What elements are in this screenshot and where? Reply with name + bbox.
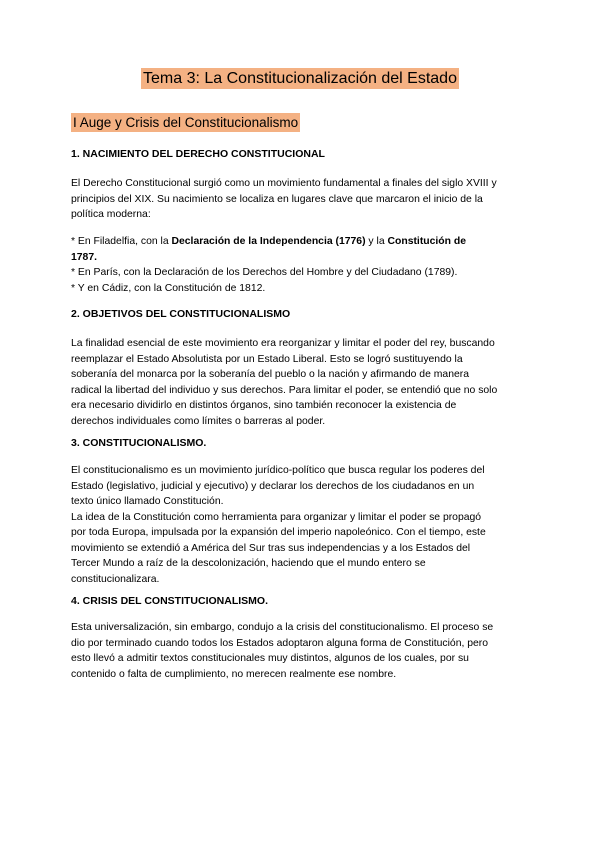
paragraph-line: derechos individuales como límites o barreras al poder.	[71, 415, 326, 427]
paragraph-line: texto único llamado Constitución.	[71, 496, 224, 507]
section-1-heading: 1. NACIMIENTO DEL DERECHO CONSTITUCIONAL	[71, 148, 325, 160]
paragraph-line: reemplazar el Estado Absolutista por un Estado Liberal. Esto se logró sustituyendo la	[71, 353, 463, 365]
document-title	[0, 70, 600, 88]
section-4-heading: 4. CRISIS DEL CONSTITUCIONALISMO.	[71, 595, 268, 607]
paragraph-line: movimiento se extendió a América del Sur tras sus independencias y a los Estados del	[71, 542, 471, 554]
document-title-text: Tema 3: La Constitucionalización del Estado	[143, 70, 457, 87]
paragraph-line: La finalidad esencial de este movimiento era reorganizar y limitar el poder del rey, buscando	[71, 338, 495, 349]
paragraph-line: dio por terminado cuando todos los Estados adoptaron alguna forma de Constitución, pero	[71, 637, 489, 649]
paragraph-line: política moderna:	[71, 209, 151, 220]
paragraph-line: esto llevó a admitir textos constitucionales muy distintos, algunos de los cuales, por su	[71, 653, 469, 664]
section-subtitle-text: I Auge y Crisis del Constitucionalismo	[73, 115, 299, 130]
paragraph-line: Estado (legislativo, judicial y ejecutivo) y declarar los derechos de los ciudadanos en un	[71, 480, 475, 492]
paragraph-line: El Derecho Constitucional surgió como un movimiento fundamental a finales del siglo XVIII y	[71, 178, 497, 189]
section-2-paragraph	[71, 336, 531, 429]
list-item-bold: Constitución de	[387, 236, 467, 247]
list-item	[71, 234, 531, 250]
section-2-heading: 2. OBJETIVOS DEL CONSTITUCIONALISMO	[71, 308, 291, 320]
paragraph-line: era necesario dividirlo en distintos órganos, sino también reconocer la existencia de	[71, 400, 457, 411]
paragraph-line: La idea de la Constitución como herramienta para organizar y limitar el poder se propagó	[71, 511, 482, 523]
paragraph-line: El constitucionalismo es un movimiento jurídico-político que busca regular los poderes del	[71, 465, 485, 476]
list-item: * Y en Cádiz, con la Constitución de 1812.	[71, 282, 266, 294]
paragraph-line: contenido o falta de cumplimiento, no merecen realmente ese nombre.	[71, 668, 397, 680]
section-1-list	[71, 234, 531, 296]
section-subtitle	[71, 114, 300, 132]
paragraph-line: por toda Europa, impulsada por la expansión del imperio napoleónico. Con el tiempo, este	[71, 527, 486, 538]
list-item-text: * En Filadelfia, con la	[71, 236, 172, 247]
section-1-paragraph	[71, 176, 531, 223]
section-3-heading: 3. CONSTITUCIONALISMO.	[71, 437, 207, 449]
list-item-continuation	[71, 250, 531, 266]
paragraph-line: principios del XIX. Su nacimiento se localiza en lugares clave que marcaron el inicio de la	[71, 193, 483, 205]
list-item-text: y la	[365, 236, 388, 247]
list-item-bold: 1787.	[71, 251, 98, 263]
list-item-bold: Declaración de la Independencia (1776)	[171, 236, 366, 247]
paragraph-line: Tercer Mundo a raíz de la descolonización, haciendo que el mundo entero se	[71, 558, 426, 569]
paragraph-line: Esta universalización, sin embargo, condujo a la crisis del constitucionalismo. El proceso se	[71, 622, 494, 633]
paragraph-line: radical la libertad del individuo y sus derechos. Para limitar el poder, se entendió que no solo	[71, 384, 498, 396]
paragraph-line: soberanía del monarca por la soberanía del pueblo o la nación y afirmando de manera	[71, 369, 469, 380]
section-4-paragraph	[71, 620, 531, 682]
paragraph-line: constitucionalizara.	[71, 573, 160, 585]
section-3-paragraph	[71, 463, 531, 587]
list-item: * En París, con la Declaración de los Derechos del Hombre y del Ciudadano (1789).	[71, 267, 458, 278]
